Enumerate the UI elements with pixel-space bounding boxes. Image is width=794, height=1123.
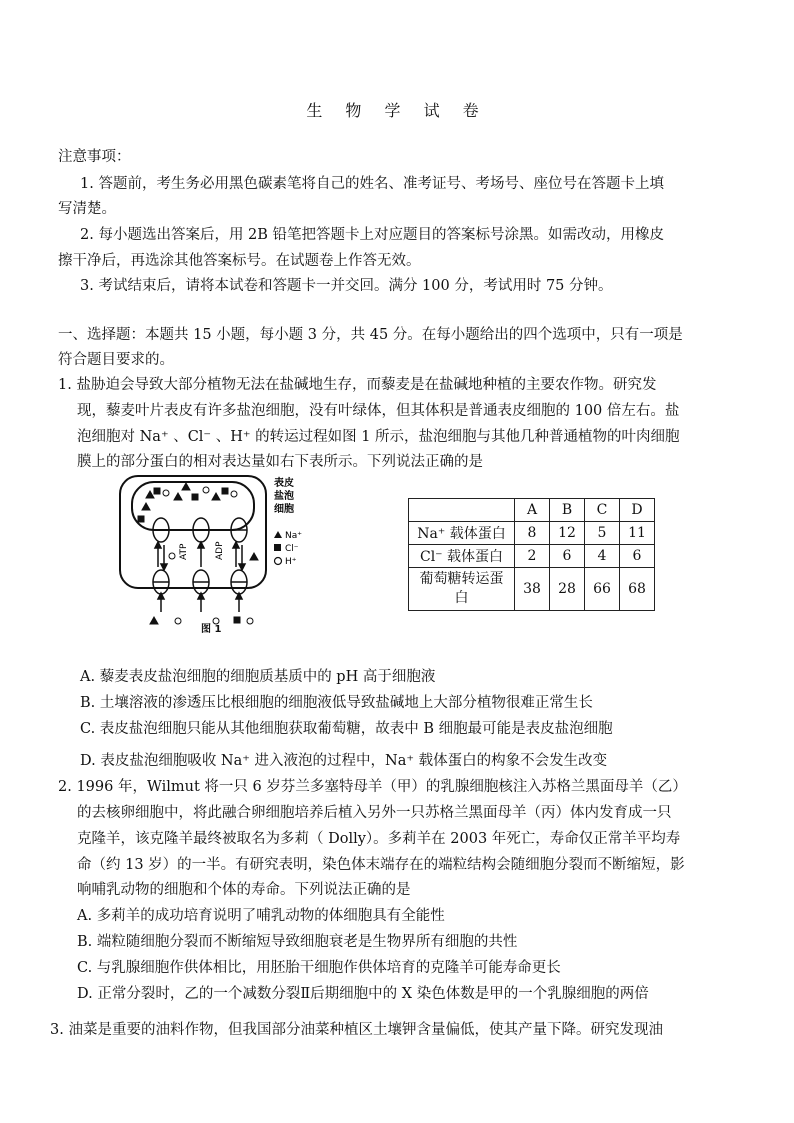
page-title: 生 物 学 试 卷 (306, 101, 488, 120)
q2-stem-line1: 2. 1996 年，Wilmut 将一只 6 岁芬兰多塞特母羊（甲）的乳腺细胞核注入苏格兰黑面母羊（乙） (58, 779, 687, 795)
table-cell: 4 (585, 545, 620, 568)
q1-option-a: A. 藜麦表皮盐泡细胞的细胞质基质中的 pH 高于细胞液 (80, 669, 436, 685)
table-row-label: Na⁺ 载体蛋白 (409, 522, 515, 545)
q2-stem-line5: 响哺乳动物的细胞和个体的寿命。下列说法正确的是 (77, 882, 411, 898)
notice-item-3: 3. 考试结束后，请将本试卷和答题卡一并交回。满分 100 分，考试用时 75 分钟。 (80, 278, 613, 294)
notice-item-1: 1. 答题前，考生务必用黑色碳素笔将自己的姓名、准考证号、考场号、座位号在答题卡上填 (80, 176, 664, 192)
q1-stem-line1: 1. 盐胁迫会导致大部分植物无法在盐碱地生存，而藜麦是在盐碱地种植的主要农作物。研究发 (58, 377, 657, 393)
table-header-row (409, 499, 655, 522)
notice-heading: 注意事项： (58, 149, 131, 165)
table-header-cell: D (620, 499, 655, 522)
figure-caption: 图 1 (201, 624, 222, 635)
cell-label-3: 细胞 (274, 504, 294, 515)
table-row (409, 568, 655, 611)
table-cell: 2 (515, 545, 550, 568)
cell-diagram (116, 470, 321, 630)
q2-stem-line4: 命（约 13 岁）的一半。有研究表明，染色体末端存在的端粒结构会随细胞分裂而不断缩短，影 (77, 857, 685, 873)
q2-stem-line3: 克隆羊，该克隆羊最终被取名为多莉（ Dolly）。多莉羊在 2003 年死亡，寿命仅正常羊平均寿 (77, 831, 681, 847)
table-row-label: Cl⁻ 载体蛋白 (409, 545, 515, 568)
table-cell: 5 (585, 522, 620, 545)
q2-option-c: C. 与乳腺细胞作供体相比，用胚胎干细胞作供体培育的克隆羊可能寿命更长 (77, 960, 561, 976)
q1-option-c: C. 表皮盐泡细胞只能从其他细胞获取葡萄糖，故表中 B 细胞最可能是表皮盐泡细胞 (80, 721, 613, 737)
q1-option-b: B. 土壤溶液的渗透压比根细胞的细胞液低导致盐碱地上大部分植物很难正常生长 (80, 695, 593, 711)
figure-1 (116, 470, 321, 635)
table-cell: 6 (550, 545, 585, 568)
table-row-label (409, 568, 515, 611)
q2-option-a: A. 多莉羊的成功培育说明了哺乳动物的体细胞具有全能性 (77, 908, 445, 924)
legend-h: H⁺ (285, 557, 297, 567)
table-header-cell: B (550, 499, 585, 522)
cell-label-2: 盐泡 (274, 491, 294, 502)
section-heading-cont: 符合题目要求的。 (58, 352, 174, 368)
table-cell: 66 (585, 568, 620, 611)
legend-na: Na⁺ (285, 531, 302, 541)
square-icon (274, 544, 281, 551)
q2-option-d: D. 正常分裂时，乙的一个减数分裂Ⅱ后期细胞中的 X 染色体数是甲的一个乳腺细胞的两倍 (77, 986, 649, 1002)
notice-item-1-cont: 写清楚。 (58, 201, 116, 217)
section-heading: 一、选择题：本题共 15 小题，每小题 3 分，共 45 分。在每小题给出的四个选项中，只有一项是 (58, 327, 683, 343)
expression-table (408, 498, 655, 611)
q3-stem-line1: 3. 油菜是重要的油料作物，但我国部分油菜种植区土壤钾含量偏低，使其产量下降。研究发现油 (50, 1022, 663, 1038)
table-cell: 8 (515, 522, 550, 545)
notice-item-2-cont: 擦干净后，再选涂其他答案标号。在试题卷上作答无效。 (58, 253, 421, 269)
table-cell: 28 (550, 568, 585, 611)
table-cell: 11 (620, 522, 655, 545)
q1-stem-line2: 现，藜麦叶片表皮有许多盐泡细胞，没有叶绿体，但其体积是普通表皮细胞的 100 倍左右。盐 (77, 403, 680, 419)
table-cell: 38 (515, 568, 550, 611)
table-row (409, 522, 655, 545)
triangle-icon (274, 531, 282, 538)
q1-stem-line3: 泡细胞对 Na⁺ 、Cl⁻ 、H⁺ 的转运过程如图 1 所示，盐泡细胞与其他几种普通植物的叶肉细胞 (77, 429, 680, 445)
notice-item-2: 2. 每小题选出答案后，用 2B 铅笔把答题卡上对应题目的答案标号涂黑。如需改动，用橡皮 (80, 227, 665, 243)
table-header-cell (409, 499, 515, 522)
circle-icon (275, 558, 282, 565)
q2-stem-line2: 的去核卵细胞中，将此融合卵细胞培养后植入另外一只苏格兰黑面母羊（丙）体内发育成一只 (77, 805, 672, 821)
table-cell: 12 (550, 522, 585, 545)
atp-label: ATP (179, 543, 189, 560)
q1-stem-line4: 膜上的部分蛋白的相对表达量如右下表所示。下列说法正确的是 (77, 454, 483, 470)
table-row-label-line2: 白 (454, 590, 469, 606)
cell-label-1: 表皮 (274, 478, 294, 489)
table-cell: 68 (620, 568, 655, 611)
table-header-cell: A (515, 499, 550, 522)
legend-cl: Cl⁻ (285, 544, 299, 554)
q2-option-b: B. 端粒随细胞分裂而不断缩短导致细胞衰老是生物界所有细胞的共性 (77, 934, 518, 950)
table-row (409, 545, 655, 568)
table-row-label-line1: 葡萄糖转运蛋 (419, 571, 504, 587)
q1-option-d: D. 表皮盐泡细胞吸收 Na⁺ 进入液泡的过程中，Na⁺ 载体蛋白的构象不会发生改变 (80, 753, 608, 769)
table-header-cell: C (585, 499, 620, 522)
adp-label: ADP (215, 541, 225, 560)
table-cell: 6 (620, 545, 655, 568)
